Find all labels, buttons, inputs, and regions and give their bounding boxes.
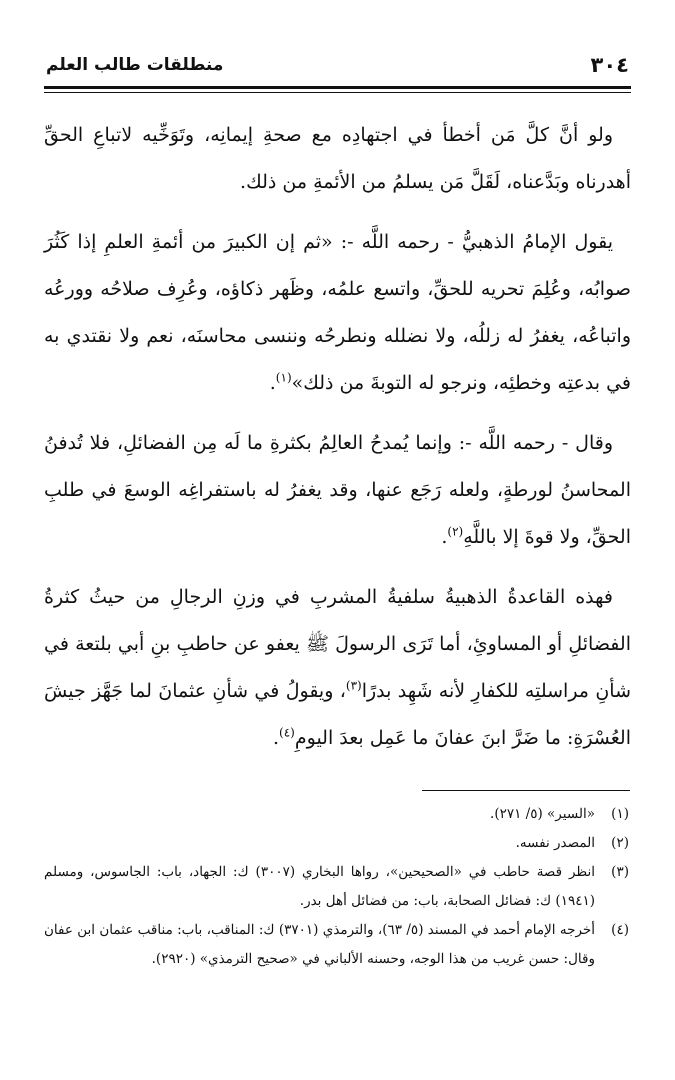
main-text [44, 112, 631, 775]
footnote-text: المصدر نفسه. [515, 835, 595, 851]
footnote-ref-1: (١) [275, 370, 292, 385]
footnote-item [44, 916, 629, 974]
header-rule-thick [44, 86, 631, 89]
header-rule-thin [44, 92, 631, 93]
paragraph-3-text: وقال - رحمه اللَّه -: وإنما يُمدحُ العالِمُ بكثرةِ ما لَه مِن الفضائلِ، فلا تُدفنُ المحاسنُ لورطةٍ، ولعله رَجَع عنها، وقد يغفرُ له باستفراغِه الوسعَ في طلبِ الحقِّ، ولا قوةَ إلا باللَّهِ [44, 432, 631, 548]
paragraph-4-text: فهذه القاعدةُ الذهبيةُ سلفيةُ المشربِ في وزنِ الرجالِ من حيثُ كثرةُ الفضائلِ أو المساوئِ، أما تَرَى الرسولَ ﷺ يعفو عن حاطبِ بنِ أبي بلتعة في شأنِ مراسلتِه للكفارِ لأنه شَهِد بدرًا [44, 586, 631, 702]
paragraph-2-text: يقول الإمامُ الذهبيُّ - رحمه اللَّه -: «ثم إن الكبيرَ من أئمةِ العلمِ إذا كَثُرَ صوابُه، وعُلِمَ تحريه للحقِّ، واتسع علمُه، وظَهر ذكاؤه، وعُرِف صلاحُه وورعُه واتباعُه، يغفرُ له زللُه، ولا نضلله ونطرحُه وننسى محاسنَه، نعم ولا نقتدي به في بدعتِه وخطئِه، ونرجو له التوبةَ من ذلك» [44, 231, 631, 394]
footnotes [44, 800, 629, 974]
page-number: ٣٠٤ [590, 53, 629, 77]
footnote-number: (٤) [611, 922, 629, 938]
footnote-number: (١) [611, 806, 629, 822]
footnote-ref-4: (٤) [279, 725, 295, 740]
footnote-item [44, 858, 629, 916]
footnote-text: «السير» (٥/ ٢٧١). [490, 806, 595, 822]
footnote-item [44, 829, 629, 858]
footnote-item [44, 800, 629, 829]
paragraph-3 [44, 420, 631, 561]
paragraph-4 [44, 574, 631, 762]
paragraph-2-end: . [269, 372, 276, 394]
paragraph-1 [44, 112, 631, 206]
footnote-ref-3: (٣) [345, 678, 362, 693]
running-title: منطلقات طالب العلم [46, 55, 224, 75]
footnote-ref-2: (٢) [447, 524, 464, 539]
paragraph-2 [44, 219, 631, 407]
footnote-separator [422, 790, 630, 791]
footnote-number: (٣) [611, 864, 629, 880]
footnote-text: انظر قصة حاطب في «الصحيحين»، رواها البخاري (٣٠٠٧) ك: الجهاد، باب: الجاسوس، ومسلم (١٩٤١) ك: فضائل الصحابة، باب: من فضائل أهل بدر. [44, 864, 596, 909]
paragraph-4-end: . [272, 727, 280, 749]
page-header [46, 48, 629, 82]
footnote-number: (٢) [611, 835, 629, 851]
paragraph-3-end: . [441, 526, 448, 548]
footnote-text: أخرجه الإمام أحمد في المسند (٥/ ٦٣)، والترمذي (٣٧٠١) ك: المناقب، باب: مناقب عثمان ابن عفان وقال: حسن غريب من هذا الوجه، وحسنه الألباني في «صحيح الترمذي» (٢٩٢٠). [44, 922, 595, 967]
paragraph-4-text-continued: ، ويقولُ في شأنِ عثمانَ لما جَهَّز جيشَ العُسْرَةِ: ما ضَرَّ ابنَ عفانَ ما عَمِل بعدَ اليومِ [44, 680, 631, 749]
paragraph-1-text: ولو أنَّ كلَّ مَن أخطأ في اجتهادِه مع صحةِ إيمانِه، وتَوَخِّيه لاتباعِ الحقِّ أهدرناه وبَدَّعناه، لَقَلَّ مَن يسلمُ من الأئمةِ من ذلك. [44, 124, 631, 193]
